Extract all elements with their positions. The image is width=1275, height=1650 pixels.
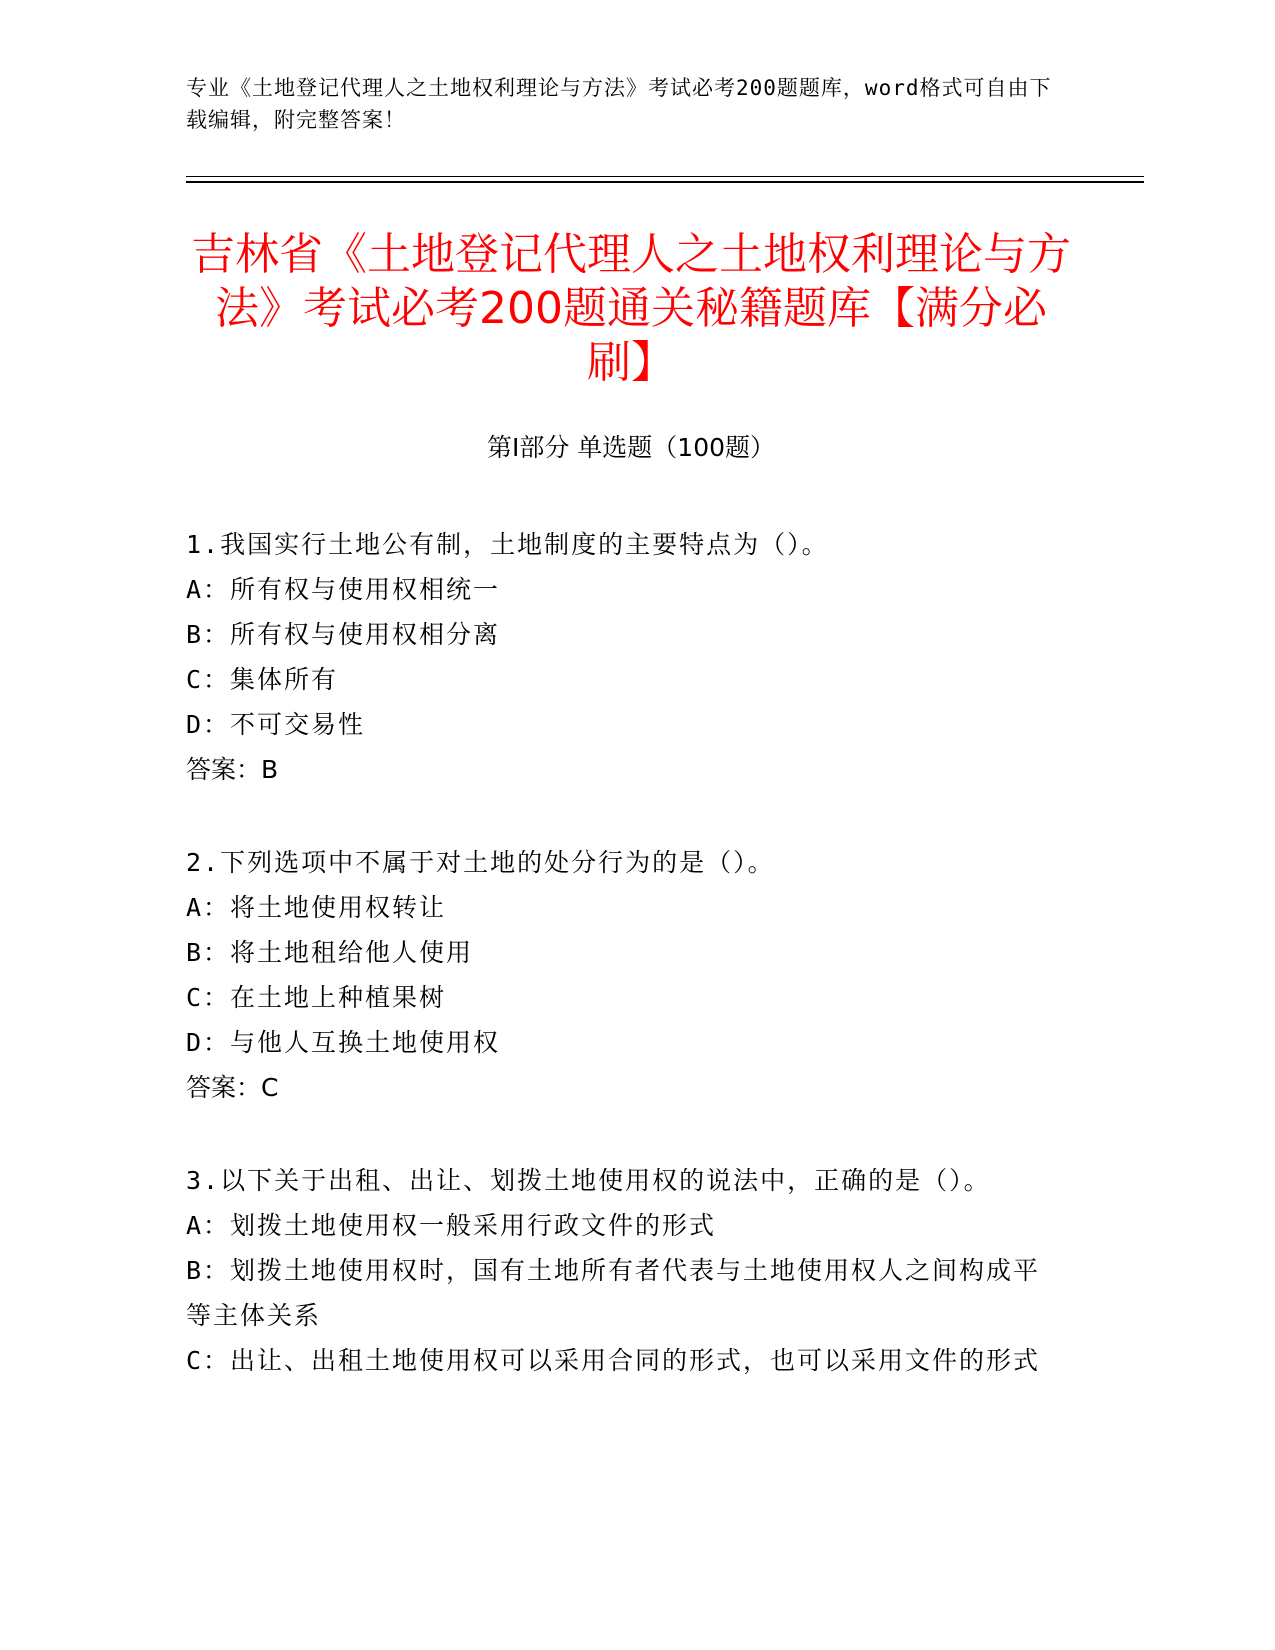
- option-b: B：所有权与使用权相分离: [186, 620, 501, 649]
- option-a: A：所有权与使用权相统一: [186, 575, 501, 604]
- section-heading: 第Ⅰ部分 单选题（100题）: [486, 433, 776, 462]
- header-divider-thin: [186, 176, 1144, 177]
- question-stem: 3.以下关于出租、出让、划拨土地使用权的说法中，正确的是（）。: [186, 1166, 991, 1195]
- option-c: C：在土地上种植果树: [186, 983, 447, 1012]
- question-stem: 1.我国实行土地公有制，土地制度的主要特点为（）。: [186, 530, 829, 559]
- answer: 答案：B: [186, 755, 279, 784]
- option-c: C：集体所有: [186, 665, 339, 694]
- option-b: B：将土地租给他人使用: [186, 938, 474, 967]
- question-1: [186, 522, 1066, 792]
- option-b: B：划拨土地使用权时，国有土地所有者代表与土地使用权人之间构成平等主体关系: [186, 1256, 1041, 1330]
- header-divider-thick: [186, 181, 1144, 183]
- option-c: C：出让、出租土地使用权可以采用合同的形式，也可以采用文件的形式: [186, 1346, 1041, 1375]
- question-2: [186, 840, 1066, 1110]
- document-intro: 专业《土地登记代理人之土地权利理论与方法》考试必考200题题库，word格式可自由下载编辑，附完整答案！: [186, 76, 1052, 132]
- question-3: [186, 1158, 1066, 1383]
- answer: 答案：C: [186, 1073, 279, 1102]
- option-a: A：将土地使用权转让: [186, 893, 447, 922]
- option-a: A：划拨土地使用权一般采用行政文件的形式: [186, 1211, 717, 1240]
- option-d: D：不可交易性: [186, 710, 366, 739]
- option-d: D：与他人互换土地使用权: [186, 1028, 501, 1057]
- document-title: 吉林省《土地登记代理人之土地权利理论与方法》考试必考200题通关秘籍题库【满分必刷】: [191, 229, 1071, 388]
- question-stem: 2.下列选项中不属于对土地的处分行为的是（）。: [186, 848, 775, 877]
